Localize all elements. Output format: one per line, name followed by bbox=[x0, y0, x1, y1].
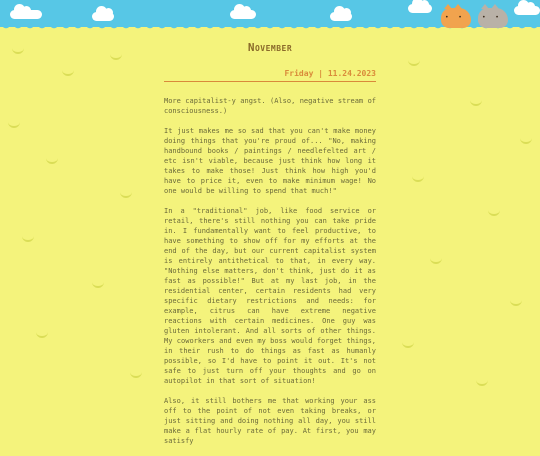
grass-tuft bbox=[430, 258, 442, 264]
post-paragraph: More capitalist-y angst. (Also, negative stream of consciousness.) bbox=[164, 97, 376, 115]
grass-tuft bbox=[470, 100, 482, 106]
grass-tuft bbox=[8, 122, 20, 128]
grass-tuft bbox=[110, 54, 122, 60]
grass-tuft bbox=[46, 158, 58, 164]
grass-tuft bbox=[476, 380, 488, 386]
grass-tuft bbox=[36, 332, 48, 338]
grass-tuft bbox=[12, 48, 24, 54]
grass-tuft bbox=[510, 300, 522, 306]
post-paragraph: In a "traditional" job, like food service or retail, there's still nothing you can take pride in. I fundamentally want to feel productive, to have something to show off for my efforts at the end of the day, but our current capitalist system is entirely antithetical to that, in every way. "Nothing else matters, don't think, just do it as fast as possible!" But at my last job, in the residential center, certain residents had very specific dietary restrictions and needs: for example, citrus can have extreme negative reactions with certain medicines. One guy was gluten intolerant. And all sorts of other things. My coworkers and even my boss would forget things, in their rush to do things as fast as humanly possible, so I'd have to point it out. It's not safe to just turn off your thoughts and go on autopilot in that sort of situation! bbox=[164, 207, 376, 385]
blog-post bbox=[164, 40, 376, 456]
grass-tuft bbox=[402, 342, 414, 348]
grass-tuft bbox=[62, 70, 74, 76]
gray-cat-icon: • • bbox=[478, 8, 508, 28]
grass-tuft bbox=[22, 236, 34, 242]
grass-tuft bbox=[488, 210, 500, 216]
cloud-icon bbox=[408, 4, 432, 13]
grass-tuft bbox=[130, 372, 142, 378]
grass-tuft bbox=[520, 138, 532, 144]
grass-tuft bbox=[120, 192, 132, 198]
orange-cat-icon: • • bbox=[441, 8, 471, 28]
post-date: Friday | 11.24.2023 bbox=[164, 69, 376, 82]
grass-tuft bbox=[92, 282, 104, 288]
post-paragraph: It just makes me so sad that you can't make money doing things that you're proud of... "No, making handbound books / paintings / needlefelted art / etc isn't viable, because just think how long it takes to make those! Just think how high you'd have to price it, even to make minimum wage! No one would be willing to spend that much!" bbox=[164, 127, 376, 195]
grass-tuft bbox=[412, 176, 424, 182]
cloud-icon bbox=[514, 6, 540, 15]
cloud-icon bbox=[330, 12, 352, 21]
post-title: November bbox=[247, 41, 293, 54]
cloud-icon bbox=[92, 12, 114, 21]
grass-tuft bbox=[408, 60, 420, 66]
cloud-icon bbox=[10, 10, 42, 19]
post-paragraph: Also, it still bothers me that working your ass off to the point of not even taking breaks, or just sitting and doing nothing all day, you still make a flat hourly rate of pay. At first, you may satisfy bbox=[164, 397, 376, 445]
cloud-icon bbox=[230, 10, 256, 19]
